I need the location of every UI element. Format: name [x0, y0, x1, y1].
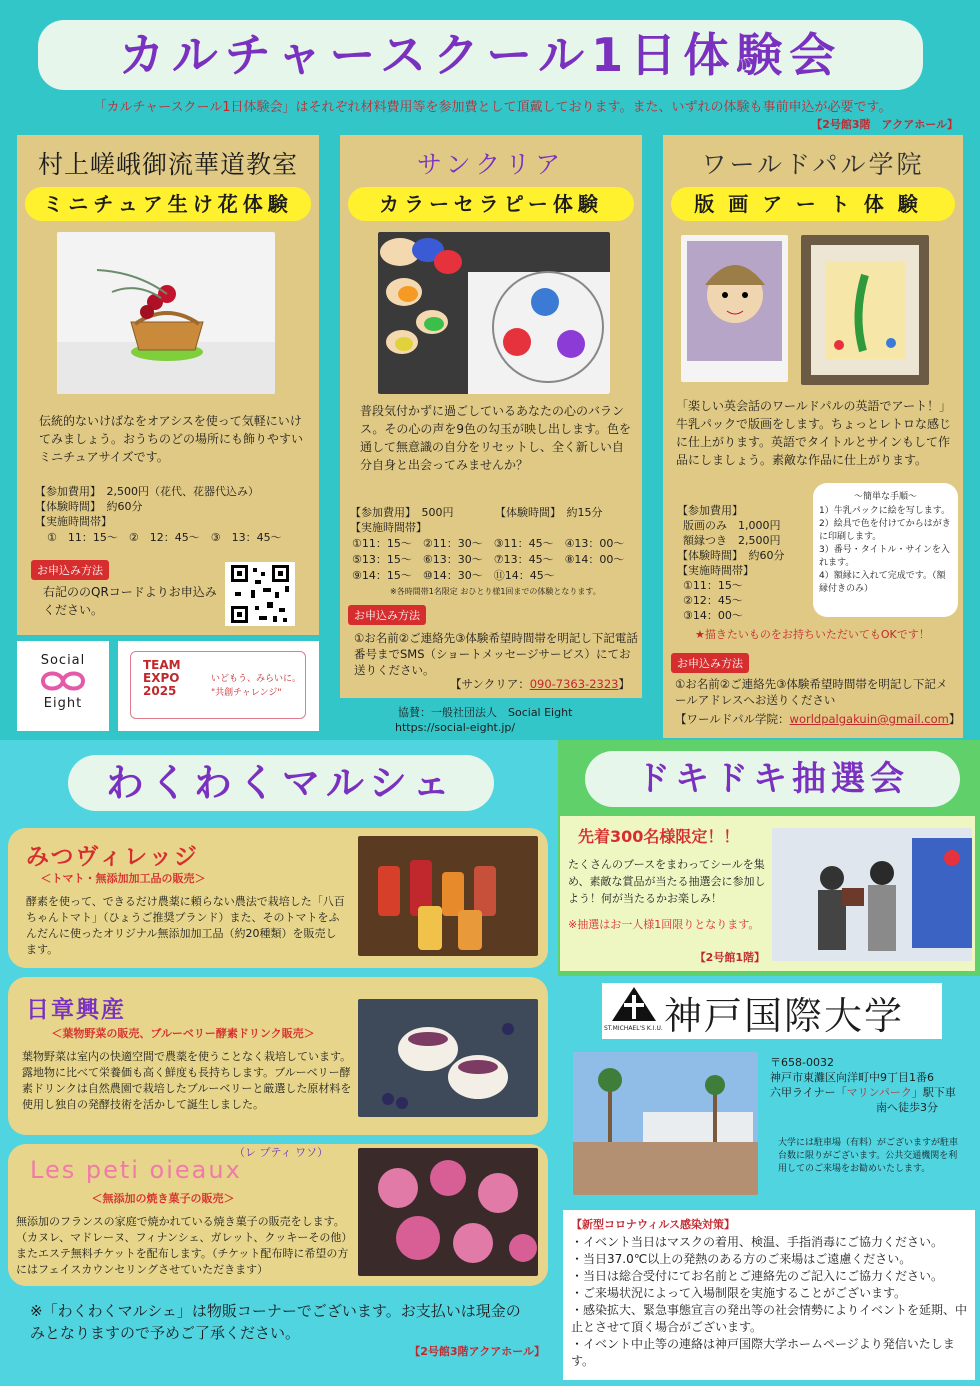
- course-desc: 伝統的ないけばなをオアシスを使って気軽にいけてみましょう。おうちのどの場所にも飾りやすいミニチュアサイズです。: [39, 414, 304, 464]
- vendor-ruby: （レ プティ ワソ）: [234, 1146, 329, 1159]
- university-access: [770, 1085, 956, 1100]
- ikebana-photo: [57, 232, 275, 394]
- time-2: ②12：45〜: [683, 594, 743, 607]
- covid-item: ・当日は総合受付にてお名前とご連絡先のご記入にご協力ください。: [571, 1269, 944, 1283]
- school-name: サンクリア: [416, 150, 566, 179]
- sponsor-url[interactable]: https://social-eight.jp/: [395, 721, 516, 734]
- time-1: ①11：15〜: [683, 579, 743, 592]
- covid-item: ・イベント当日はマスクの着用、検温、手指消毒にご協力ください。: [571, 1235, 944, 1249]
- card-color-therapy: [340, 135, 642, 698]
- team-expo-logo: [118, 641, 319, 731]
- covid-item: ・ご来場状況によって入場制限を実施することがございます。: [571, 1286, 907, 1300]
- sponsor-name: 協賛：一般社団法人 Social Eight: [398, 706, 573, 719]
- step-1: 1）牛乳パックに絵を写します。: [819, 506, 951, 516]
- time-3: ③14：00〜: [683, 609, 743, 622]
- marche-title: わくわくマルシェ: [68, 755, 494, 811]
- apply-label: お申込み方法: [348, 605, 426, 625]
- expo-text1: TEAM: [143, 658, 181, 672]
- step-4: 4）額縁に入れて完成です。（額縁付きのみ）: [819, 571, 946, 594]
- apply-text: ①お名前②ご連絡先③体験希望時間帯を明記し下記電話番号までSMS（ショートメッセージサービス）にてお送りください。: [354, 631, 638, 677]
- steps-title: 〜簡単な手順〜: [853, 492, 917, 502]
- card-ikebana: [17, 135, 319, 635]
- apply-label: お申込み方法: [671, 653, 749, 673]
- fee-label: 【参加費用】: [677, 504, 743, 517]
- vendor-card: [8, 1144, 548, 1286]
- marche-location: 【2号館3階アクアホール】: [409, 1345, 545, 1358]
- apply-text: 右記ののQRコードよりお申込みください。: [43, 585, 217, 617]
- vendor-sub: ＜葉物野菜の販売、ブルーベリー酵素ドリンク販売＞: [51, 1027, 315, 1040]
- contact: [675, 712, 960, 727]
- times-row-1: ①11：15〜 ②11：30〜 ③11：45〜 ④13：00〜: [352, 537, 625, 550]
- times-row-3: ⑨14：15〜 ⑩14：30〜 ⑪14：45〜: [352, 569, 555, 582]
- expo-tag1: いどもう、みらいに。: [211, 674, 302, 684]
- vendor-name: Les peti oieaux: [30, 1156, 242, 1184]
- covid-title: 【新型コロナウィルス感染対策】: [571, 1218, 736, 1231]
- card-print-art: [663, 135, 963, 738]
- school-name: 村上嵯峨御流華道教室: [37, 150, 298, 179]
- contact-prefix: 【ワールドパル学院：: [675, 712, 790, 726]
- university-logo-small: ST.MICHAEL'S K.I.U.: [604, 1025, 663, 1032]
- campus-photo: [573, 1052, 758, 1195]
- fee: 【参加費用】 2,500円（花代、花器代込み）: [35, 485, 259, 498]
- parking-note: 大学には駐車場（有料）がございますが駐車台数に限りがございます。公共交通機関を利用してのご来場をお勧めいたします。: [778, 1138, 959, 1174]
- course-name: ミニチュア生け花体験: [25, 187, 311, 221]
- course-name: 版画アート体験: [671, 187, 955, 221]
- access-prefix: 六甲ライナー「: [770, 1086, 847, 1099]
- school-name: ワールドパル学院: [701, 150, 925, 179]
- times-list: [352, 536, 624, 584]
- course-name: カラーセラピー体験: [348, 187, 634, 221]
- social-eight-logo: [17, 641, 109, 731]
- print-art-photo-1: [681, 235, 788, 382]
- contact-prefix: 【サンクリア：: [450, 677, 530, 691]
- vendor-card: [8, 828, 548, 968]
- time-label: 【実施時間帯】: [677, 564, 754, 577]
- vendor-card: [8, 977, 548, 1135]
- print-art-photo-2: [801, 235, 929, 385]
- lottery-desc: たくさんのブースをまわってシールを集め、素敵な賞品が当たる抽選会に参加しよう！何が当たるかお楽しみ！: [568, 858, 766, 905]
- social-logo-text1: Social: [40, 653, 86, 668]
- apply-text: ①お名前②ご連絡先③体験希望時間帯を明記し下記メールアドレスへお送りください: [675, 677, 948, 707]
- covid-item: ・感染拡大、緊急事態宣言の発出等の社会情勢によりイベントを延期、中止とさせて頂く場合がございます。: [571, 1303, 968, 1334]
- color-therapy-photo: [378, 232, 610, 394]
- course-desc: 「楽しい英会話のワールドパルの英語でアート！」牛乳パックで版画をします。ちょっとレトロな感じに仕上がります。英語でタイトルとサインもして作品にしましょう。素敵な作品に仕上がります。: [676, 399, 952, 467]
- duration: 【体験時間】 約60分: [677, 549, 785, 562]
- duration: 【体験時間】 約60分: [35, 500, 143, 513]
- vendor-desc: 葉物野菜は室内の快適空間で農薬を使うことなく栽培しています。露地物に比べて栄養価も高く鮮度も長持ちします。ブルーベリー酵素ドリンクは自然農園で栽培したブルーベリーと厳選した原材料を使用し独自の発酵技術を活かして誕生しました。: [22, 1050, 352, 1111]
- times: ① 11：15〜 ② 12：45〜 ③ 13：45〜: [47, 531, 282, 544]
- contact-suffix: 】: [618, 677, 630, 691]
- covid-item: ・当日37.0℃以上の発熱のある方のご来場はご遠慮ください。: [571, 1252, 912, 1266]
- lottery-location: 【2号館1階】: [694, 951, 765, 964]
- contact: [450, 677, 630, 692]
- lottery-limit: 先着300名様限定！！: [578, 827, 740, 846]
- vendor-name: 日章興産: [26, 997, 126, 1023]
- covid-box: [563, 1210, 975, 1380]
- time-note: ※各時間帯1名限定 おひとり様1回までの体験となります。: [390, 587, 601, 596]
- lottery-photo: [772, 828, 972, 961]
- st-michaels-icon: [608, 985, 660, 1029]
- step-3: 3）番号・タイトル・サインを入れます。: [819, 545, 950, 568]
- apply-label: お申込み方法: [31, 560, 109, 580]
- vendor-sub: ＜トマト・無添加加工品の販売＞: [40, 872, 206, 885]
- covid-list: [571, 1234, 971, 1370]
- qr-code[interactable]: [225, 562, 295, 626]
- marche-note: ※「わくわくマルシェ」は物販コーナーでございます。お支払いは現金のみとなりますので予めご了承ください。: [30, 1302, 521, 1342]
- lottery-title: ドキドキ抽選会: [585, 751, 960, 807]
- lottery-panel: [560, 816, 975, 971]
- access-suffix: 」駅下車: [911, 1086, 956, 1099]
- main-title: カルチャースクール1日体験会: [38, 20, 923, 90]
- vendor-name: みつヴィレッジ: [26, 844, 199, 870]
- steps-box: [813, 483, 958, 617]
- times-row-2: ⑤13：15〜 ⑥13：30〜 ⑦13：45〜 ⑧14：00〜: [352, 553, 625, 566]
- vendor-photo: [358, 836, 538, 956]
- station-name: マリンパーク: [846, 1086, 912, 1099]
- phone-link[interactable]: 090-7363-2323: [529, 677, 619, 691]
- expo-text3: 2025: [143, 684, 177, 698]
- duration: 【体験時間】 約15分: [495, 506, 603, 519]
- time-label: 【実施時間帯】: [350, 521, 427, 534]
- university-walk: 南へ徒歩3分: [876, 1101, 938, 1114]
- fee: 【参加費用】 500円: [350, 506, 454, 519]
- intro-text: 「カルチャースクール1日体験会」はそれぞれ材料費用等を参加費として頂戴しております。また、いずれの体験も事前申込が必要です。: [93, 100, 892, 115]
- expo-text2: EXPO: [143, 671, 180, 685]
- covid-item: ・イベント中止等の連絡は神戸国際大学ホームページより発信いたします。: [571, 1337, 955, 1368]
- vendor-photo: [358, 999, 538, 1117]
- vendor-desc: 無添加のフランスの家庭で焼かれている焼き菓子の販売をします。（カヌレ、マドレーヌ、フィナンシェ、ガレット、クッキーその他）またエステ無料チケットを配布します。（チケット配布時に希望の方にはフェイスカウンセリングさせていただきます）: [16, 1215, 353, 1276]
- step-2: 2）絵具で色を付けてからはがきに印刷します。: [819, 519, 951, 542]
- vendor-photo: [358, 1148, 538, 1276]
- email-link[interactable]: worldpalgakuin@gmail.com: [789, 712, 949, 726]
- header-location: 【2号館3階 アクアホール】: [811, 118, 958, 131]
- bring-note: ★描きたいものをお持ちいただいてもOKです！: [695, 628, 930, 641]
- course-desc: 普段気付かずに過ごしているあなたの心のバランス。その心の声を9色の勾玉が映し出します。色を通して無意識の自分をリセットし、全く新しい自分自身と出会ってみませんか？: [360, 404, 632, 472]
- university-name: 神戸国際大学: [664, 994, 905, 1038]
- fee-with-frame: 額縁つき 2,500円: [683, 534, 781, 547]
- contact-suffix: 】: [948, 712, 961, 726]
- social-logo-text2: Eight: [43, 696, 83, 711]
- expo-tag2: "共創チャレンジ": [211, 688, 282, 698]
- infinity-icon: [17, 670, 109, 696]
- university-postal: 〒658‐0032: [770, 1056, 834, 1069]
- university-logo: [602, 983, 942, 1039]
- vendor-sub: ＜無添加の焼き菓子の販売＞: [91, 1192, 235, 1205]
- lottery-note: ※抽選はお一人様1回限りとなります。: [568, 918, 760, 931]
- university-address: 神戸市東灘区向洋町中9丁目1番6: [770, 1071, 934, 1084]
- vendor-desc: 酵素を使って、できるだけ農薬に頼らない農法で栽培した「八百ちゃんトマト」（ひょうご推奨ブランド）また、そのトマトをふんだんに使ったオリジナル無添加加工品（約20種類）を販売します。: [26, 895, 345, 956]
- time-label: 【実施時間帯】: [35, 515, 112, 528]
- fee-print-only: 版画のみ 1,000円: [683, 519, 781, 532]
